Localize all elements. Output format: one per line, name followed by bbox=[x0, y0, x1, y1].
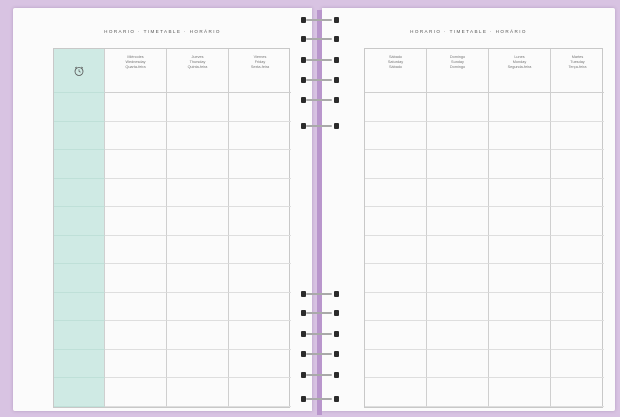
schedule-cell bbox=[551, 264, 604, 293]
day-name-pt: Segunda-feira bbox=[507, 65, 532, 69]
time-slot-cell bbox=[54, 293, 105, 322]
binding-ring bbox=[298, 122, 342, 130]
day-name-es: Miércoles bbox=[127, 55, 144, 59]
schedule-cell bbox=[365, 293, 427, 322]
schedule-cell bbox=[427, 236, 489, 265]
schedule-cell bbox=[489, 122, 551, 151]
schedule-cell bbox=[229, 264, 291, 293]
binding-ring bbox=[298, 290, 342, 298]
schedule-cell bbox=[427, 150, 489, 179]
day-name-en: Sunday bbox=[451, 60, 464, 64]
day-name-es: Martes bbox=[571, 55, 584, 59]
schedule-cell bbox=[229, 236, 291, 265]
day-name-en: Monday bbox=[512, 60, 527, 64]
time-slot-cell bbox=[54, 350, 105, 379]
schedule-cell bbox=[167, 179, 229, 208]
schedule-cell bbox=[489, 179, 551, 208]
day-header-saturday bbox=[365, 49, 427, 93]
schedule-cell bbox=[551, 93, 604, 122]
schedule-cell bbox=[427, 321, 489, 350]
schedule-cell bbox=[167, 378, 229, 407]
schedule-cell bbox=[551, 150, 604, 179]
left-page bbox=[13, 8, 312, 411]
schedule-cell bbox=[105, 350, 167, 379]
schedule-cell bbox=[489, 93, 551, 122]
schedule-cell bbox=[229, 378, 291, 407]
schedule-cell bbox=[365, 350, 427, 379]
schedule-cell bbox=[427, 179, 489, 208]
binding-ring bbox=[298, 35, 342, 43]
schedule-cell bbox=[427, 293, 489, 322]
day-header-sunday bbox=[427, 49, 489, 93]
binding-ring bbox=[298, 309, 342, 317]
binding-ring bbox=[298, 395, 342, 403]
schedule-cell bbox=[105, 321, 167, 350]
schedule-cell bbox=[551, 236, 604, 265]
time-slot-cell bbox=[54, 179, 105, 208]
time-slot-cell bbox=[54, 321, 105, 350]
schedule-cell bbox=[365, 321, 427, 350]
left-page-title: HORARIO · TIMETABLE · HORÁRIO bbox=[104, 29, 221, 34]
binding-ring bbox=[298, 96, 342, 104]
binding-ring bbox=[298, 56, 342, 64]
schedule-cell bbox=[489, 264, 551, 293]
schedule-cell bbox=[489, 321, 551, 350]
day-name-es: Domingo bbox=[449, 55, 466, 59]
schedule-cell bbox=[427, 207, 489, 236]
time-slot-cell bbox=[54, 264, 105, 293]
schedule-cell bbox=[489, 236, 551, 265]
day-name-en: Tuesday bbox=[570, 60, 585, 64]
day-header-friday bbox=[229, 49, 291, 93]
schedule-cell bbox=[551, 207, 604, 236]
schedule-cell bbox=[365, 179, 427, 208]
schedule-cell bbox=[489, 150, 551, 179]
binding-ring bbox=[298, 350, 342, 358]
schedule-cell bbox=[167, 207, 229, 236]
schedule-cell bbox=[489, 350, 551, 379]
schedule-cell bbox=[427, 93, 489, 122]
day-name-es: Viernes bbox=[253, 55, 267, 59]
schedule-cell bbox=[167, 293, 229, 322]
binding-ring bbox=[298, 16, 342, 24]
day-name-es: Sábado bbox=[388, 55, 403, 59]
schedule-cell bbox=[167, 236, 229, 265]
left-timetable-grid bbox=[53, 48, 290, 408]
schedule-cell bbox=[551, 321, 604, 350]
day-name-pt: Terça-feira bbox=[568, 65, 587, 69]
day-name-pt: Sexta-feira bbox=[250, 65, 270, 69]
time-slot-cell bbox=[54, 378, 105, 407]
time-slot-cell bbox=[54, 122, 105, 151]
schedule-cell bbox=[105, 207, 167, 236]
schedule-cell bbox=[229, 93, 291, 122]
day-header-monday bbox=[489, 49, 551, 93]
schedule-cell bbox=[365, 236, 427, 265]
schedule-cell bbox=[167, 122, 229, 151]
schedule-cell bbox=[427, 378, 489, 407]
time-slot-cell bbox=[54, 150, 105, 179]
schedule-cell bbox=[167, 321, 229, 350]
right-page-title: HORARIO · TIMETABLE · HORÁRIO bbox=[410, 29, 527, 34]
schedule-cell bbox=[105, 179, 167, 208]
time-slot-cell bbox=[54, 93, 105, 122]
day-name-pt: Sábado bbox=[388, 65, 403, 69]
schedule-cell bbox=[229, 321, 291, 350]
schedule-cell bbox=[105, 122, 167, 151]
day-name-pt: Quinta-feira bbox=[187, 65, 208, 69]
schedule-cell bbox=[365, 93, 427, 122]
right-timetable-grid bbox=[364, 48, 603, 408]
day-name-en: Thursday bbox=[189, 60, 206, 64]
schedule-cell bbox=[427, 350, 489, 379]
day-name-en: Wednesday bbox=[125, 60, 146, 64]
day-header-tuesday bbox=[551, 49, 604, 93]
day-name-pt: Domingo bbox=[449, 65, 466, 69]
schedule-cell bbox=[365, 378, 427, 407]
schedule-cell bbox=[167, 150, 229, 179]
alarm-clock-icon bbox=[73, 65, 85, 77]
schedule-cell bbox=[551, 293, 604, 322]
time-slot-cell bbox=[54, 236, 105, 265]
schedule-cell bbox=[229, 179, 291, 208]
schedule-cell bbox=[551, 350, 604, 379]
time-column-header bbox=[54, 49, 105, 93]
binding-ring bbox=[298, 330, 342, 338]
schedule-cell bbox=[167, 350, 229, 379]
schedule-cell bbox=[105, 236, 167, 265]
day-header-thursday bbox=[167, 49, 229, 93]
day-name-pt: Quarta-feira bbox=[125, 65, 146, 69]
schedule-cell bbox=[427, 122, 489, 151]
day-name-en: Friday bbox=[254, 60, 266, 64]
schedule-cell bbox=[365, 122, 427, 151]
day-name-en: Saturday bbox=[387, 60, 404, 64]
schedule-cell bbox=[365, 207, 427, 236]
binding-ring bbox=[298, 76, 342, 84]
schedule-cell bbox=[105, 378, 167, 407]
schedule-cell bbox=[551, 122, 604, 151]
schedule-cell bbox=[167, 93, 229, 122]
binding-ring bbox=[298, 371, 342, 379]
schedule-cell bbox=[489, 293, 551, 322]
schedule-cell bbox=[551, 179, 604, 208]
day-name-es: Jueves bbox=[191, 55, 204, 59]
schedule-cell bbox=[105, 264, 167, 293]
schedule-cell bbox=[365, 150, 427, 179]
schedule-cell bbox=[229, 293, 291, 322]
schedule-cell bbox=[229, 122, 291, 151]
right-page bbox=[322, 8, 615, 411]
schedule-cell bbox=[229, 207, 291, 236]
schedule-cell bbox=[229, 150, 291, 179]
schedule-cell bbox=[427, 264, 489, 293]
schedule-cell bbox=[105, 93, 167, 122]
schedule-cell bbox=[105, 150, 167, 179]
schedule-cell bbox=[489, 378, 551, 407]
schedule-cell bbox=[365, 264, 427, 293]
time-slot-cell bbox=[54, 207, 105, 236]
schedule-cell bbox=[551, 378, 604, 407]
schedule-cell bbox=[489, 207, 551, 236]
day-name-es: Lunes bbox=[514, 55, 525, 59]
schedule-cell bbox=[167, 264, 229, 293]
day-header-wednesday bbox=[105, 49, 167, 93]
schedule-cell bbox=[229, 350, 291, 379]
schedule-cell bbox=[105, 293, 167, 322]
